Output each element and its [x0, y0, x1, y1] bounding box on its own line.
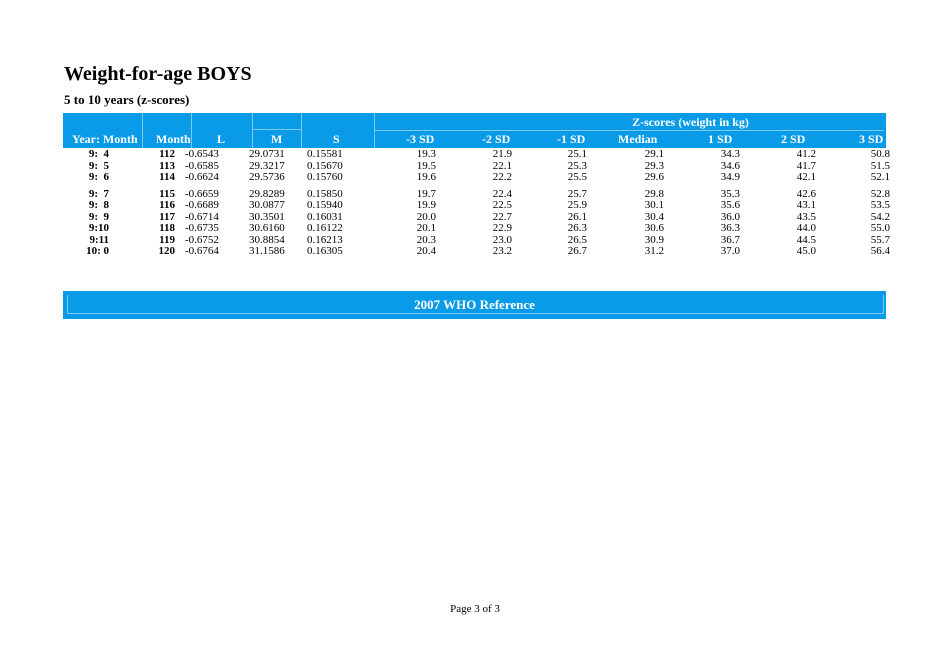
- reference-bar: [63, 291, 886, 319]
- table-cell: 34.3: [720, 148, 740, 160]
- table-cell: 26.7: [567, 245, 587, 257]
- table-cell: 9: 6: [88, 171, 109, 183]
- table-cell: 29.6: [644, 171, 664, 183]
- table-cell: 113: [159, 159, 175, 172]
- table-cell: 0.16122: [307, 222, 343, 234]
- table-cell: 9: 5: [88, 159, 109, 172]
- table-cell: 42.6: [796, 187, 816, 200]
- table-cell: 23.0: [492, 233, 512, 246]
- table-cell: 0.16031: [307, 210, 343, 223]
- table-cell: 44.0: [796, 222, 816, 234]
- table-cell: 43.1: [796, 199, 816, 211]
- col-header-neg1sd: -1 SD: [557, 132, 586, 146]
- table-cell: 55.0: [870, 222, 890, 234]
- table-cell: 52.8: [870, 187, 890, 200]
- table-cell: 0.16213: [307, 233, 343, 246]
- table-cell: 0.15760: [307, 171, 343, 183]
- table-cell: 30.4: [644, 210, 664, 223]
- table-cell: 115: [159, 187, 175, 200]
- table-cell: 30.0877: [249, 199, 285, 211]
- page-subtitle: 5 to 10 years (z-scores): [64, 92, 190, 107]
- table-cell: 19.9: [416, 199, 436, 211]
- table-cell: 20.1: [416, 222, 436, 234]
- table-cell: 9:11: [89, 233, 109, 246]
- col-header-2sd: 2 SD: [781, 132, 806, 146]
- table-cell: 117: [159, 210, 175, 223]
- col-header-neg3sd: -3 SD: [406, 132, 435, 146]
- table-cell: 31.2: [644, 245, 664, 257]
- table-cell: 0.16305: [307, 245, 343, 257]
- table-cell: 41.2: [796, 148, 816, 160]
- table-cell: 29.8: [644, 187, 664, 200]
- page-title: Weight-for-age BOYS: [64, 63, 252, 85]
- header-divider: [301, 113, 302, 148]
- table-cell: -0.6752: [185, 233, 219, 246]
- page-number: Page 3 of 3: [450, 603, 500, 615]
- col-header-month: Month: [156, 132, 191, 146]
- table-cell: 25.3: [567, 159, 587, 172]
- table-cell: 22.1: [492, 159, 512, 172]
- table-cell: 19.6: [416, 171, 436, 183]
- table-cell: 19.3: [416, 148, 436, 160]
- table-cell: 22.7: [492, 210, 512, 223]
- col-header-s: S: [333, 132, 340, 146]
- table-cell: 0.15670: [307, 159, 343, 172]
- table-cell: 120: [158, 245, 175, 257]
- table-cell: 35.3: [720, 187, 740, 200]
- table-cell: 29.3217: [249, 159, 285, 172]
- table-cell: 22.4: [492, 187, 512, 200]
- zscores-label: Z-scores (weight in kg): [632, 115, 749, 129]
- table-cell: 34.6: [720, 159, 740, 172]
- table-cell: 20.0: [416, 210, 436, 223]
- table-cell: 26.1: [567, 210, 587, 223]
- table-cell: 30.1: [644, 199, 664, 211]
- table-cell: 30.9: [644, 233, 664, 246]
- table-cell: 30.3501: [249, 210, 285, 223]
- table-cell: 36.3: [720, 222, 740, 234]
- table-cell: 52.1: [870, 171, 890, 183]
- table-cell: 20.4: [416, 245, 436, 257]
- table-cell: 9:10: [88, 222, 109, 234]
- table-cell: 29.3: [644, 159, 664, 172]
- table-cell: 34.9: [720, 171, 740, 183]
- table-cell: 51.5: [870, 159, 890, 172]
- header-rule: [374, 130, 884, 131]
- table-cell: -0.6659: [185, 187, 219, 200]
- table-cell: 30.8854: [249, 233, 285, 246]
- table-cell: 20.3: [416, 233, 436, 246]
- table-cell: 21.9: [492, 148, 512, 160]
- table-cell: 25.1: [567, 148, 587, 160]
- table-cell: -0.6624: [185, 171, 219, 183]
- table-cell: 30.6160: [249, 222, 285, 234]
- table-cell: 0.15940: [307, 199, 343, 211]
- col-header-l: L: [217, 132, 226, 146]
- table-cell: -0.6585: [185, 159, 219, 172]
- table-cell: 22.2: [492, 171, 512, 183]
- table-cell: 112: [159, 148, 175, 160]
- table-cell: 19.7: [416, 187, 436, 200]
- table-cell: -0.6714: [185, 210, 219, 223]
- col-header-m: M: [271, 132, 283, 146]
- table-cell: 55.7: [870, 233, 890, 246]
- table-cell: 25.9: [567, 199, 587, 211]
- col-header-year-month: Year: Month: [72, 132, 138, 146]
- table-cell: 36.7: [720, 233, 740, 246]
- table-cell: 29.0731: [249, 148, 285, 160]
- table-cell: 119: [159, 233, 175, 246]
- col-header-1sd: 1 SD: [708, 132, 733, 146]
- table-cell: -0.6689: [185, 199, 219, 211]
- table-cell: 19.5: [416, 159, 436, 172]
- table-cell: 9: 7: [88, 187, 109, 200]
- table-cell: 0.15581: [307, 148, 343, 160]
- col-header-3sd: 3 SD: [859, 132, 884, 146]
- table-cell: 43.5: [796, 210, 816, 223]
- table-cell: 29.5736: [249, 171, 285, 183]
- reference-label: 2007 WHO Reference: [414, 297, 535, 312]
- table-cell: 114: [159, 171, 175, 183]
- table-cell: 9: 8: [88, 199, 109, 211]
- col-header-neg2sd: -2 SD: [482, 132, 511, 146]
- table-cell: -0.6543: [185, 148, 219, 160]
- table-cell: -0.6735: [185, 222, 219, 234]
- table-row: [63, 200, 896, 212]
- table-cell: 22.5: [492, 199, 512, 211]
- col-header-median: Median: [618, 132, 658, 146]
- table-row: [63, 184, 896, 201]
- table-cell: 22.9: [492, 222, 512, 234]
- table-row: [63, 172, 896, 184]
- data-table: [63, 149, 896, 258]
- table-cell: 37.0: [720, 245, 740, 257]
- table-cell: 23.2: [492, 245, 512, 257]
- table-cell: 54.2: [870, 210, 890, 223]
- table-cell: 118: [159, 222, 175, 234]
- table-cell: 0.15850: [307, 187, 343, 200]
- table-cell: 9: 4: [88, 148, 109, 160]
- table-cell: 35.6: [720, 199, 740, 211]
- table-cell: 10: 0: [86, 245, 109, 257]
- header-band-top: [63, 113, 886, 131]
- header-divider: [252, 113, 253, 148]
- table-cell: 42.1: [796, 171, 816, 183]
- table-cell: 50.8: [870, 148, 890, 160]
- table-cell: 29.1: [644, 148, 664, 160]
- table-cell: 26.5: [567, 233, 587, 246]
- table-row: [63, 246, 896, 258]
- table-cell: 31.1586: [249, 245, 285, 257]
- table-cell: 26.3: [567, 222, 587, 234]
- table-cell: 25.5: [567, 171, 587, 183]
- header-band-columns: [63, 131, 886, 148]
- table-row: [63, 149, 896, 161]
- header-rule: [253, 129, 301, 130]
- table-cell: 25.7: [567, 187, 587, 200]
- header-divider: [142, 113, 143, 148]
- table-cell: -0.6764: [185, 245, 219, 257]
- table-cell: 44.5: [796, 233, 816, 246]
- table-cell: 56.4: [870, 245, 890, 257]
- table-cell: 53.5: [870, 199, 890, 211]
- table-cell: 36.0: [720, 210, 740, 223]
- table-cell: 30.6: [644, 222, 664, 234]
- table-cell: 29.8289: [249, 187, 285, 200]
- table-cell: 41.7: [796, 159, 816, 172]
- header-divider: [191, 113, 192, 148]
- table-cell: 45.0: [796, 245, 816, 257]
- table-cell: 9: 9: [88, 210, 109, 223]
- table-cell: 116: [159, 199, 175, 211]
- table-row: [63, 223, 896, 235]
